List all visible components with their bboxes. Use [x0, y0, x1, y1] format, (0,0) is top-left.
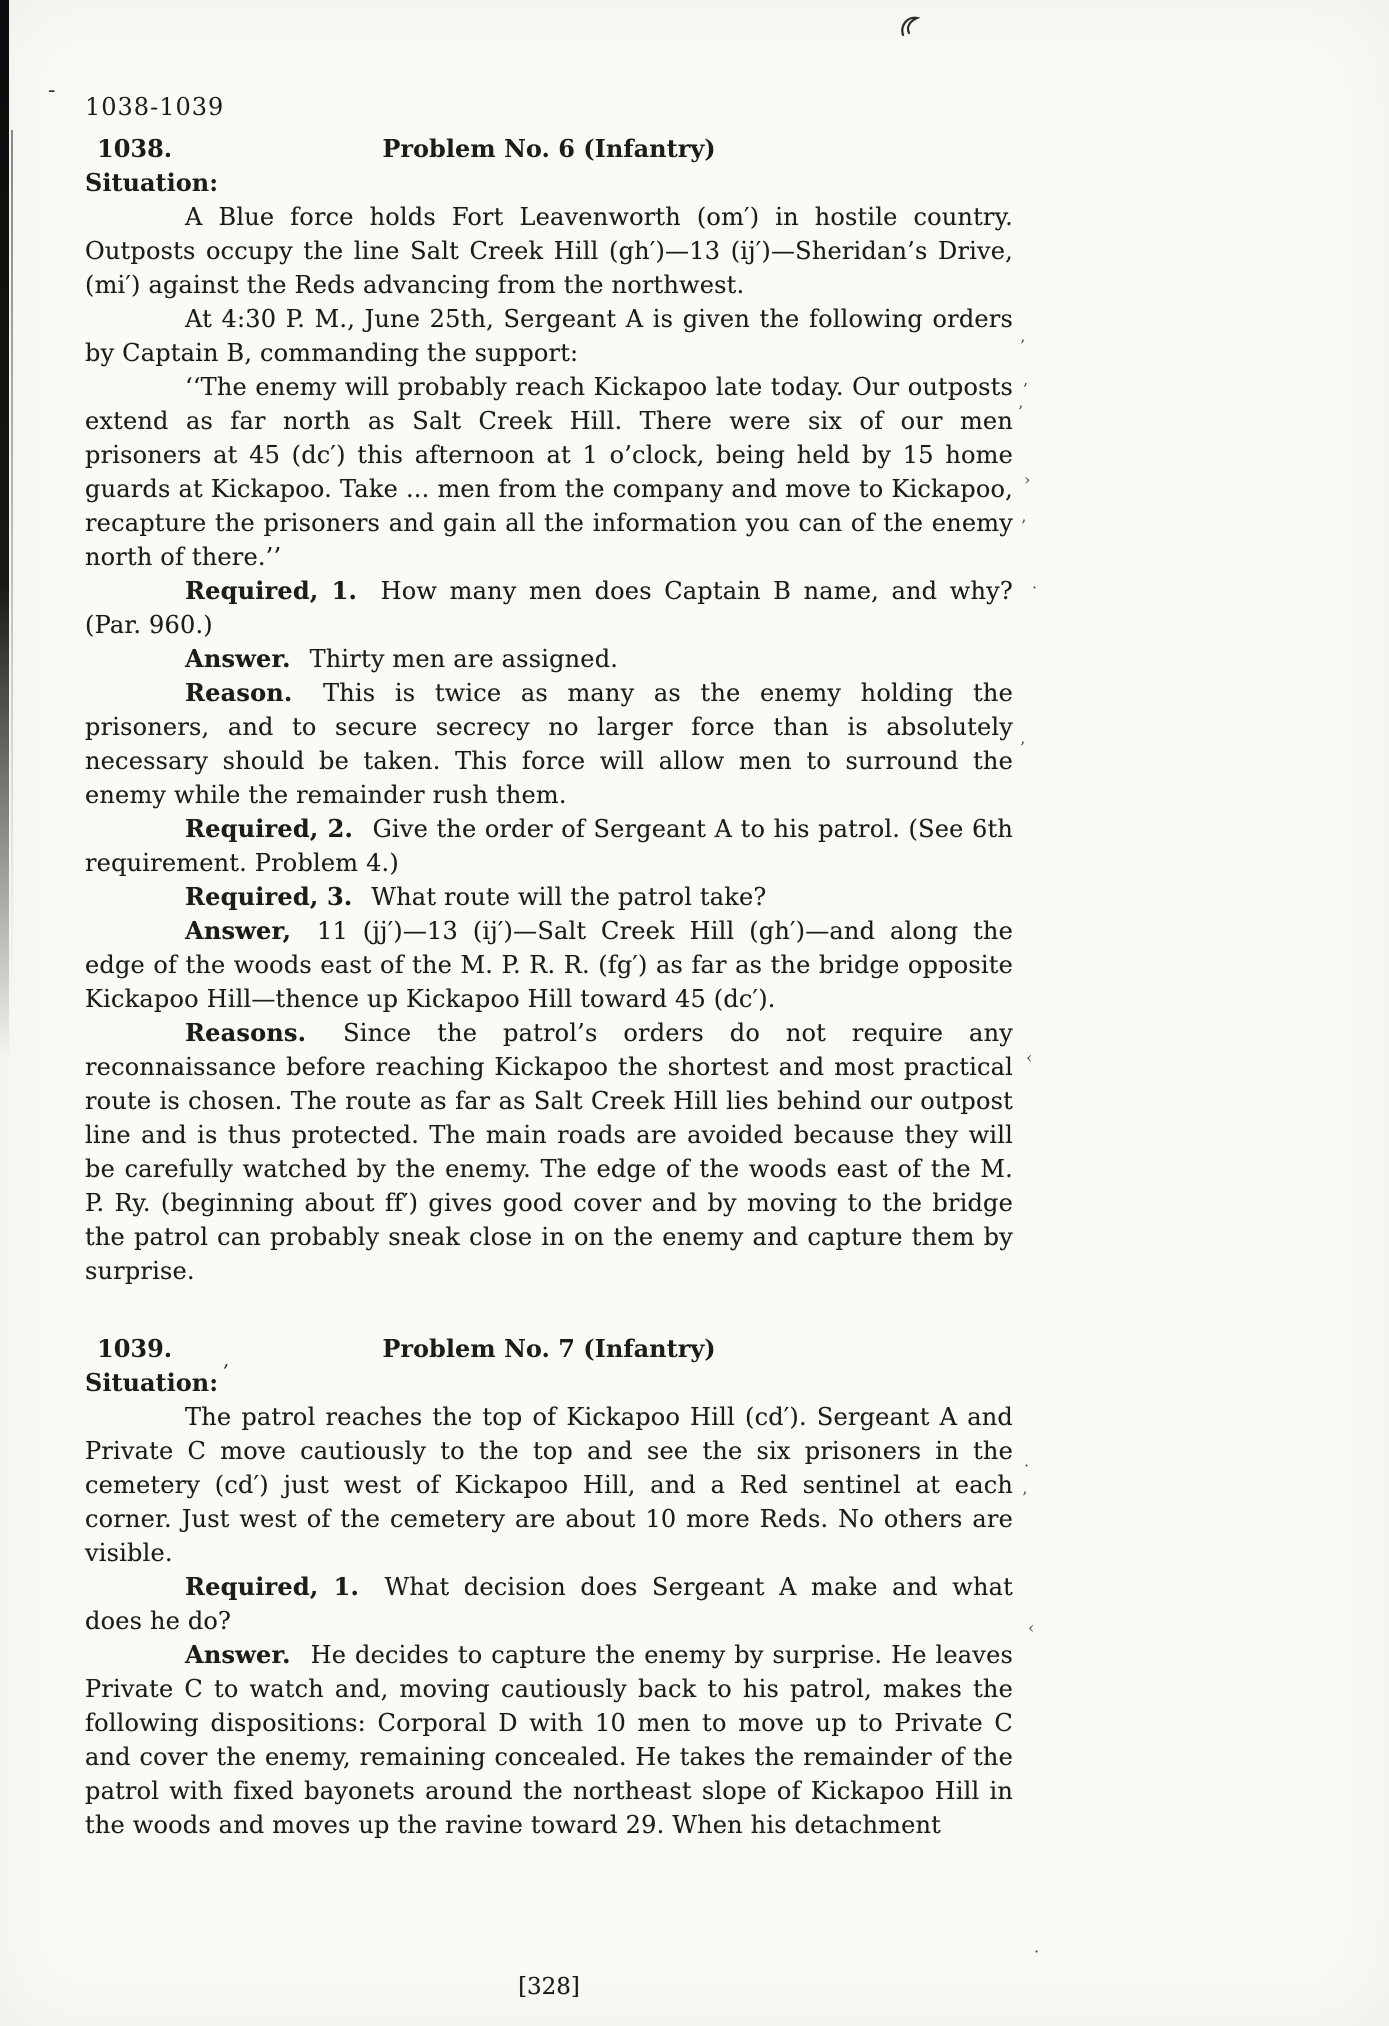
section-problem-7 — [85, 1332, 1013, 1842]
paragraph-lead: Answer. — [185, 644, 291, 673]
section-title: Problem No. 7 (Infantry) — [382, 1334, 716, 1363]
required-3-paragraph — [85, 880, 1013, 914]
ink-mark: ’ — [1022, 1488, 1028, 1507]
quoted-orders-paragraph — [85, 370, 1013, 574]
ink-mark: ’ — [1021, 516, 1027, 535]
paragraph-lead: Answer, — [185, 916, 292, 945]
paragraph-text: ‘‘The enemy will probably reach Kickapoo late today. Our outposts extend as far north as Salt Creek Hill. There were six of our men prisoners at 45 (dc′) this afternoon at 1 o’clock, being held by 15 home guards at Kickapoo. Take ... men from the company and move to Kickapoo, recapture the prisoners and gain all the information you can of the enemy north of there.’’ — [85, 373, 1013, 571]
page-number: [328] — [518, 1974, 580, 2000]
binding-edge-line — [11, 130, 13, 1000]
ink-mark: · — [1024, 1456, 1030, 1475]
paragraph-text: How many men does Captain B name, and why? (Par. 960.) — [85, 577, 1013, 639]
situation-paragraph — [85, 1400, 1013, 1570]
orders-intro-paragraph — [85, 302, 1013, 370]
answer-3-paragraph — [85, 914, 1013, 1016]
reason-paragraph — [85, 676, 1013, 812]
required-1-paragraph — [85, 1570, 1013, 1638]
paragraph-text: 11 (jj′)—13 (ij′)—Salt Creek Hill (gh′)—and along the edge of the woods east of the M. P. R. R. (fg′) as far as the bridge opposite Kickapoo Hill—thence up Kickapoo Hill toward 45 (dc′). — [85, 917, 1013, 1013]
text-column — [85, 90, 1013, 1842]
ink-squiggle-icon — [898, 12, 922, 44]
paragraph-lead: Required, 1. — [185, 1572, 360, 1601]
ink-mark: ’ — [1020, 738, 1026, 757]
ink-mark-comma: , — [223, 1347, 230, 1371]
paragraph-text: At 4:30 P. M., June 25th, Sergeant A is given the following orders by Captain B, commanding the support: — [85, 305, 1013, 367]
ink-mark-dash: - — [48, 78, 56, 103]
paragraph-text: What route will the patrol take? — [371, 883, 767, 911]
paragraph-text: He decides to capture the enemy by surprise. He leaves Private C to watch and, moving cautiously back to his patrol, makes the following dispositions: Corporal D with 10 men to move up to Private C and cover the enemy, remaining concealed. He takes the remainder of the patrol with fixed bayonets around the northeast slope of Kickapoo Hill in the woods and moves up the ravine toward 29. When his detachment — [85, 1641, 1013, 1839]
paragraph-text: The patrol reaches the top of Kickapoo Hill (cd′). Sergeant A and Private C move cautiously to the top and see the six prisoners in the cemetery (cd′) just west of Kickapoo Hill, and a Red sentinel at each corner. Just west of the cemetery are about 10 more Reds. No others are visible. — [85, 1403, 1013, 1567]
paragraph-text: This is twice as many as the enemy holding the prisoners, and to secure secrecy no larger force than is absolutely necessary should be taken. This force will allow men to surround the enemy while the remainder rush them. — [85, 679, 1013, 809]
section-number: 1038. — [97, 134, 173, 163]
paragraph-lead: Required, 1. — [185, 576, 358, 605]
ink-mark: ‹ — [1026, 1048, 1033, 1067]
paragraph-lead: Required, 3. — [185, 882, 353, 911]
ink-mark: · — [1034, 1942, 1040, 1961]
section-heading — [85, 132, 1013, 166]
ink-mark: · — [1032, 578, 1038, 597]
paragraph-lead: Reasons. — [185, 1018, 307, 1047]
reasons-paragraph — [85, 1016, 1013, 1288]
ink-mark: ‚ — [1023, 370, 1029, 389]
ink-mark: ’ — [1020, 336, 1026, 355]
section-gap — [85, 1288, 1013, 1324]
section-problem-6 — [85, 132, 1013, 1288]
situation-label: Situation: — [85, 168, 219, 197]
paragraph-lead: Answer. — [185, 1640, 291, 1669]
paragraph-text: A Blue force holds Fort Leavenworth (om′) in hostile country. Outposts occupy the line Salt Creek Hill (gh′)—13 (ij′)—Sheridan’s Drive, (mi′) against the Reds advancing from the northwest. — [85, 203, 1013, 299]
paragraph-text: What decision does Sergeant A make and what does he do? — [85, 1573, 1013, 1635]
paragraph-lead: Required, 2. — [185, 814, 354, 843]
ink-mark: ‹ — [1028, 1618, 1035, 1637]
answer-1-paragraph — [85, 642, 1013, 676]
situation-label: Situation: — [85, 1368, 219, 1397]
paragraph-lead: Reason. — [185, 678, 293, 707]
required-2-paragraph — [85, 812, 1013, 880]
section-title: Problem No. 6 (Infantry) — [382, 134, 716, 163]
folio-header: 1038-1039 — [85, 93, 225, 121]
ink-mark: › — [1024, 470, 1031, 489]
answer-paragraph — [85, 1638, 1013, 1842]
binding-edge-shadow — [0, 0, 9, 1060]
paragraph-text: Thirty men are assigned. — [309, 645, 619, 673]
section-heading — [85, 1332, 1013, 1371]
required-1-paragraph — [85, 574, 1013, 642]
situation-paragraph — [85, 200, 1013, 302]
ink-mark: ’ — [1018, 402, 1024, 421]
paragraph-text: Since the patrol’s orders do not require any reconnaissance before reaching Kickapoo the shortest and most practical route is chosen. The route as far as Salt Creek Hill lies behind our outpost line and is thus protected. The main roads are avoided because they will be carefully watched by the enemy. The edge of the woods east of the M. P. Ry. (beginning about ff′) gives good cover and by moving to the bridge the patrol can probably sneak close in on the enemy and capture them by surprise. — [85, 1019, 1013, 1285]
section-number: 1039. — [97, 1334, 173, 1363]
paragraph-text: Give the order of Sergeant A to his patrol. (See 6th requirement. Problem 4.) — [85, 815, 1013, 877]
